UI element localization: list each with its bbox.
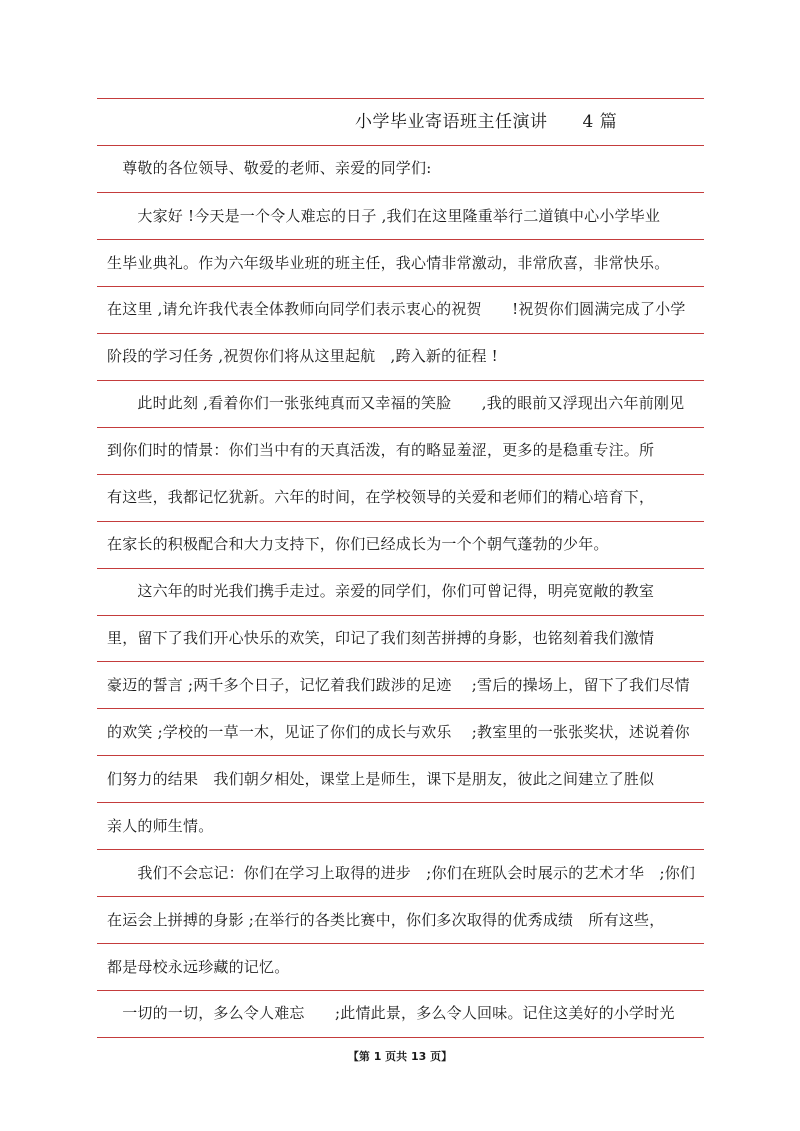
ruled-line [97,896,704,897]
text-line: 都是母校永远珍藏的记忆。 [107,958,290,976]
ruled-line [97,98,704,99]
document-title: 小学毕业寄语班主任演讲 4 篇 [355,112,618,132]
text-line: 有这些，我都记忆犹新。六年的时间，在学校领导的关爱和老师们的精心培育下， [107,488,655,506]
ruled-line [97,380,704,381]
ruled-line [97,990,704,991]
ruled-line [97,755,704,756]
text-line: 豪迈的誓言 ;两千多个日子，记忆着我们跋涉的足迹 ;雪后的操场上，留下了我们尽情 [107,676,690,694]
text-line: 尊敬的各位领导、敬爱的老师、亲爱的同学们: [107,159,432,177]
text-line: 一切的一切，多么令人难忘 ;此情此景，多么令人回味。记住这美好的小学时光 [107,1004,675,1022]
ruled-line [97,802,704,803]
ruled-line [97,943,704,944]
text-line: 在家长的积极配合和大力支持下，你们已经成长为一个个朝气蓬勃的少年。 [107,535,609,553]
text-line: 们努力的结果 我们朝夕相处，课堂上是师生，课下是朋友，彼此之间建立了胜似 [107,770,655,788]
ruled-line [97,615,704,616]
text-line: 亲人的师生情。 [107,817,214,835]
ruled-line [97,708,704,709]
ruled-line [97,427,704,428]
ruled-line [97,661,704,662]
text-line: 生毕业典礼。作为六年级毕业班的班主任，我心情非常激动，非常欣喜，非常快乐。 [107,254,670,272]
text-line: 大家好 !今天是一个令人难忘的日子 ,我们在这里隆重举行二道镇中心小学毕业 [107,207,661,225]
text-line: 在这里 ,请允许我代表全体教师向同学们表示衷心的祝贺 !祝贺你们圆满完成了小学 [107,300,686,318]
ruled-line [97,239,704,240]
text-line: 里，留下了我们开心快乐的欢笑，印记了我们刻苦拼搏的身影，也铭刻着我们激情 [107,629,655,647]
text-line: 在运会上拼搏的身影 ;在举行的各类比赛中，你们多次取得的优秀成绩 所有这些， [107,911,665,929]
text-line: 的欢笑 ;学校的一草一木，见证了你们的成长与欢乐 ;教室里的一张张奖状，述说着你 [107,723,690,741]
ruled-line [97,286,704,287]
ruled-line [97,1037,704,1038]
ruled-line [97,521,704,522]
page-footer: 【第 1 页共 13 页】 [347,1050,453,1063]
text-line: 我们不会忘记：你们在学习上取得的进步 ;你们在班队会时展示的艺术才华 ;你们 [107,864,696,882]
ruled-line [97,192,704,193]
text-line: 阶段的学习任务 ,祝贺你们将从这里起航 ,跨入新的征程 ! [107,347,498,365]
ruled-line [97,849,704,850]
ruled-line [97,145,704,146]
ruled-line [97,568,704,569]
ruled-line [97,474,704,475]
ruled-line [97,333,704,334]
text-line: 这六年的时光我们携手走过。亲爱的同学们，你们可曾记得，明亮宽敞的教室 [107,582,655,600]
text-line: 到你们时的情景：你们当中有的天真活泼，有的略显羞涩，更多的是稳重专注。所 [107,441,655,459]
text-line: 此时此刻 ,看着你们一张张纯真而又幸福的笑脸 ,我的眼前又浮现出六年前刚见 [107,394,685,412]
